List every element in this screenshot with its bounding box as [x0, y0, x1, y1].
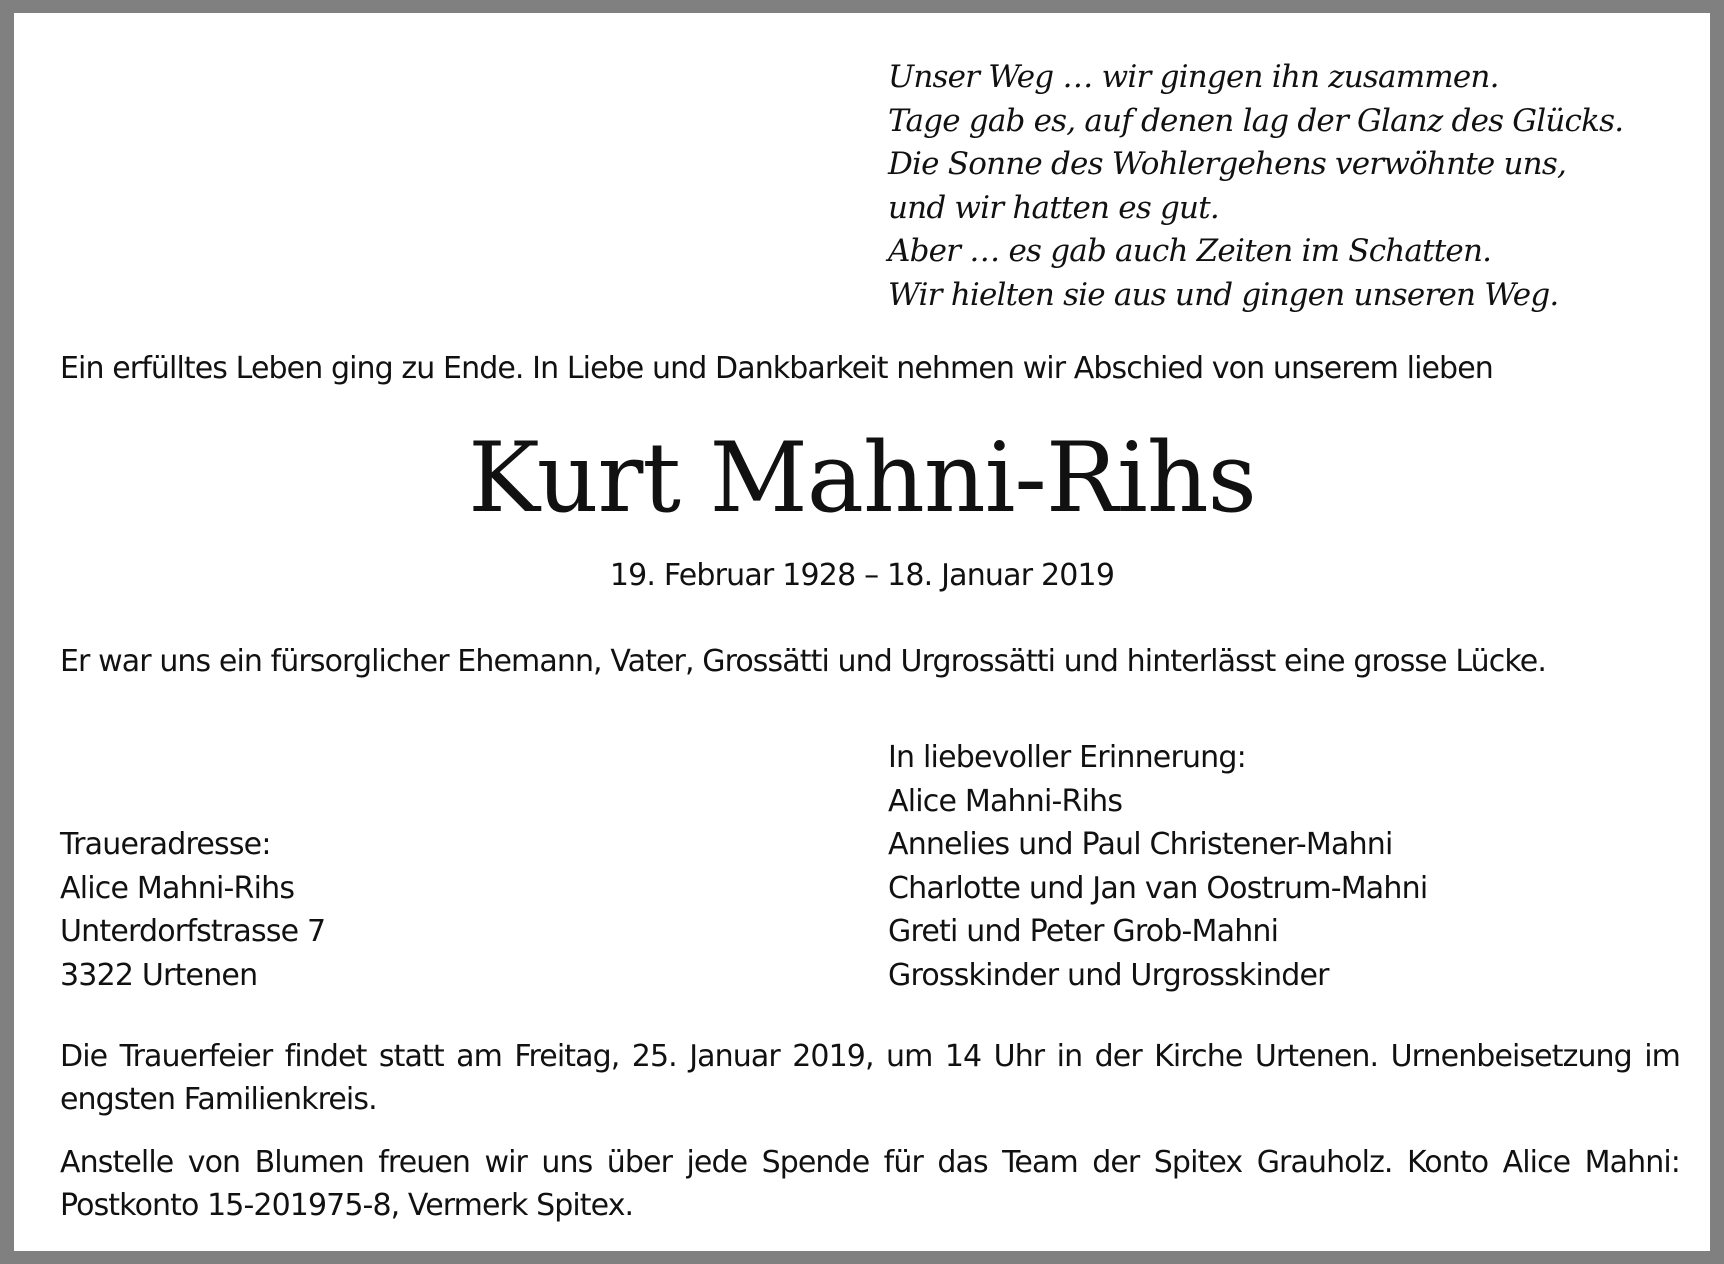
- family-member: Annelies und Paul Christener-Mahni: [888, 827, 1393, 863]
- family-heading: In liebevoller Erinnerung:: [888, 740, 1246, 775]
- family-member: Charlotte und Jan van Oostrum-Mahni: [888, 870, 1428, 906]
- address-heading: Traueradresse:: [60, 827, 271, 862]
- donation-paragraph: [60, 1141, 1680, 1227]
- family-member: Alice Mahni-Rihs: [888, 783, 1123, 819]
- donation-line: Anstelle von Blumen freuen wir uns über jede Spende für das Team der Spitex Grauholz. Konto Alice Mahni:: [60, 1145, 1680, 1180]
- ceremony-paragraph: [60, 1035, 1680, 1121]
- poem-line: und wir hatten es gut.: [888, 189, 1219, 226]
- poem-line: Aber … es gab auch Zeiten im Schatten.: [888, 233, 1492, 270]
- obituary-notice: [14, 13, 1710, 1251]
- life-dates: 19. Februar 1928 – 18. Januar 2019: [609, 558, 1115, 593]
- ceremony-line: engsten Familienkreis.: [60, 1082, 377, 1117]
- family-list: [888, 736, 1427, 998]
- poem: [888, 56, 1623, 318]
- tribute-text: Er war uns ein fürsorglicher Ehemann, Vater, Grossätti und Urgrossätti und hinterlässt eine grosse Lücke.: [60, 644, 1546, 679]
- address-line: Unterdorfstrasse 7: [60, 914, 326, 950]
- donation-line: Postkonto 15-201975-8, Vermerk Spitex.: [60, 1188, 634, 1223]
- ceremony-line: Die Trauerfeier findet statt am Freitag, 25. Januar 2019, um 14 Uhr in der Kirche Urtenen. Urnenbeisetzung im: [60, 1039, 1680, 1074]
- mourning-address: [60, 823, 325, 997]
- family-member: Grosskinder und Urgrosskinder: [888, 957, 1329, 993]
- intro-text: Ein erfülltes Leben ging zu Ende. In Liebe und Dankbarkeit nehmen wir Abschied von unserem lieben: [60, 351, 1493, 386]
- family-member: Greti und Peter Grob-Mahni: [888, 914, 1279, 950]
- address-line: Alice Mahni-Rihs: [60, 870, 295, 906]
- poem-line: Tage gab es, auf denen lag der Glanz des Glücks.: [888, 102, 1624, 139]
- address-line: 3322 Urtenen: [60, 957, 258, 993]
- poem-line: Die Sonne des Wohlergehens verwöhnte uns,: [888, 146, 1567, 183]
- deceased-name: Kurt Mahni-Rihs: [468, 422, 1256, 534]
- poem-line: Wir hielten sie aus und gingen unseren Weg.: [888, 276, 1559, 313]
- poem-line: Unser Weg … wir gingen ihn zusammen.: [888, 59, 1499, 95]
